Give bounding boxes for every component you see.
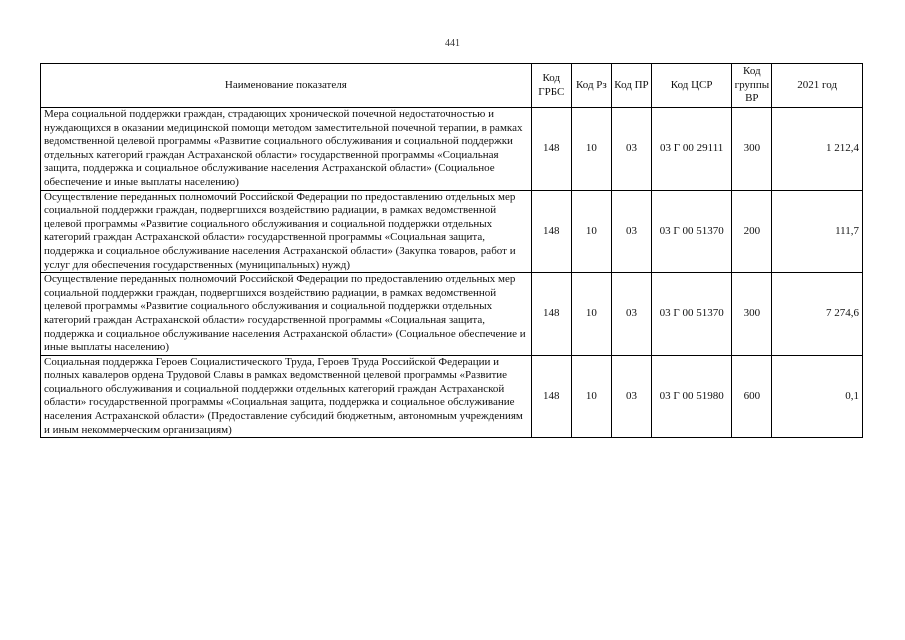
row-vr: 200: [732, 190, 772, 273]
header-rz: Код Рз: [571, 64, 611, 108]
row-rz: 10: [571, 108, 611, 191]
row-grbs: 148: [531, 273, 571, 356]
row-amount: 7 274,6: [772, 273, 863, 356]
row-name: Мера социальной поддержки граждан, страдающих хронической почечной недостаточностью и нуждающихся в оказании медицинской помощи методом заместительной почечной терапии, в рамках ведомственной целевой программы «Развитие социального обслуживания и социальной поддержки отдельных категорий граждан Астраханской области» государственной программы «Социальная защита, поддержка и социальное обслуживание населения Астраханской области» (Социальное обеспечение и иные выплаты населению): [41, 108, 532, 191]
row-vr: 300: [732, 108, 772, 191]
row-grbs: 148: [531, 108, 571, 191]
row-csr: 03 Г 00 29111: [652, 108, 732, 191]
row-vr: 300: [732, 273, 772, 356]
row-name: Осуществление переданных полномочий Российской Федерации по предоставлению отдельных мер социальной поддержки граждан, подвергшихся воздействию радиации, в рамках ведомственной целевой программы «Развитие социального обслуживания и социальной поддержки отдельных категорий граждан Астраханской области» государственной программы «Социальная защита, поддержка и социальное обслуживание населения Астраханской области» (Социальное обеспечение и иные выплаты населению): [41, 273, 532, 356]
row-name: Осуществление переданных полномочий Российской Федерации по предоставлению отдельных мер социальной поддержки граждан, подвергшихся воздействию радиации, в рамках ведомственной целевой программы «Развитие социального обслуживания и социальной поддержки отдельных категорий граждан Астраханской области» государственной программы «Социальная защита, поддержка и социальное обслуживание населения Астраханской области» (Закупка товаров, работ и услуг для обеспечения государственных (муниципальных) нужд): [41, 190, 532, 273]
row-rz: 10: [571, 355, 611, 438]
table-header-row: [41, 64, 863, 108]
row-rz: 10: [571, 273, 611, 356]
row-amount: 111,7: [772, 190, 863, 273]
row-amount: 1 212,4: [772, 108, 863, 191]
table-row: [41, 273, 863, 356]
row-csr: 03 Г 00 51370: [652, 190, 732, 273]
header-pr: Код ПР: [611, 64, 651, 108]
row-pr: 03: [611, 190, 651, 273]
table-row: [41, 190, 863, 273]
row-grbs: 148: [531, 355, 571, 438]
row-csr: 03 Г 00 51370: [652, 273, 732, 356]
header-vr: Код группы ВР: [732, 64, 772, 108]
budget-table: [40, 63, 863, 438]
row-vr: 600: [732, 355, 772, 438]
page-number: 441: [445, 38, 460, 49]
row-grbs: 148: [531, 190, 571, 273]
header-year: 2021 год: [772, 64, 863, 108]
header-name: Наименование показателя: [41, 64, 532, 108]
row-pr: 03: [611, 108, 651, 191]
row-pr: 03: [611, 355, 651, 438]
row-name: Социальная поддержка Героев Социалистического Труда, Героев Труда Российской Федерации и полных кавалеров ордена Трудовой Славы в рамках ведомственной целевой программы «Развитие социального обслуживания и социальной поддержки отдельных категорий граждан Астраханской области» государственной программы «Социальная защита, поддержка и социальное обслуживание населения Астраханской области» (Предоставление субсидий бюджетным, автономным учреждениям и иным некоммерческим организациям): [41, 355, 532, 438]
row-csr: 03 Г 00 51980: [652, 355, 732, 438]
row-rz: 10: [571, 190, 611, 273]
row-amount: 0,1: [772, 355, 863, 438]
row-pr: 03: [611, 273, 651, 356]
table-row: [41, 108, 863, 191]
table-row: [41, 355, 863, 438]
header-csr: Код ЦСР: [652, 64, 732, 108]
header-grbs: Код ГРБС: [531, 64, 571, 108]
